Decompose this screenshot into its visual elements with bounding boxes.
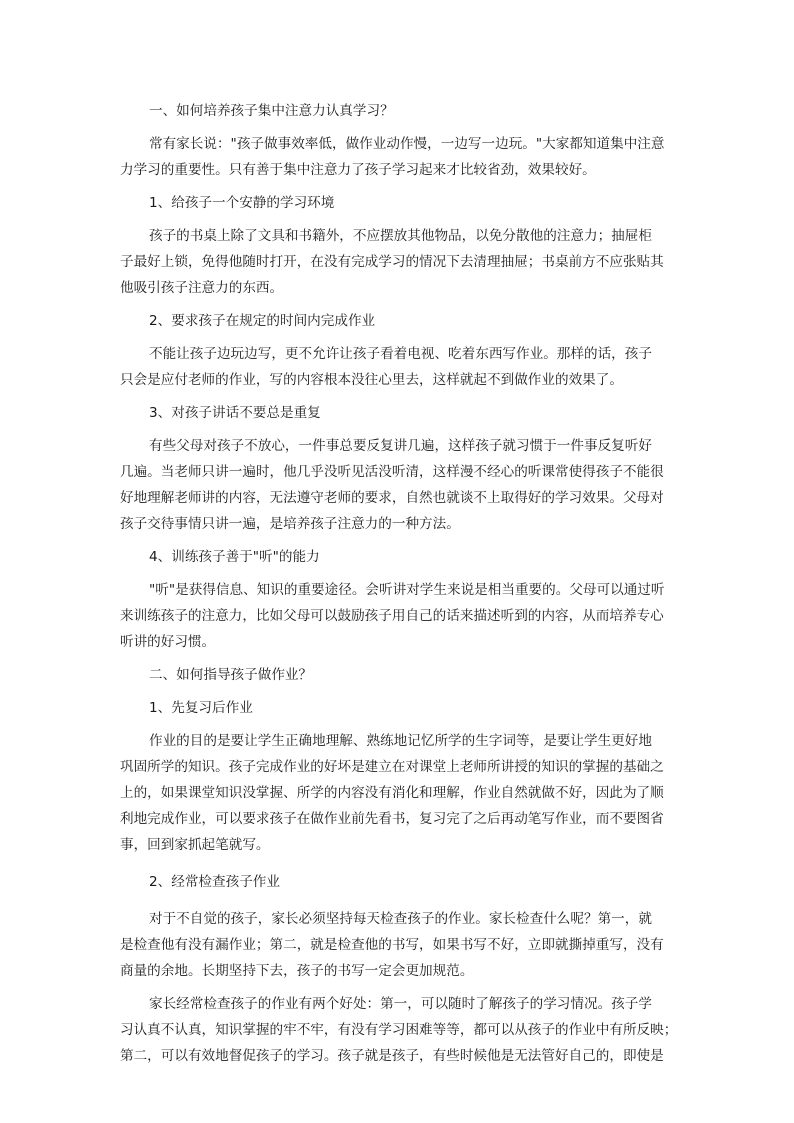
paragraph-line: 商量的余地。长期坚持下去，孩子的书写一定会更加规范。 [120, 963, 474, 979]
section-heading: 一、如何培养孩子集中注意力认真学习？ [149, 103, 394, 119]
paragraph-line: 对于不自觉的孩子，家长必须坚持每天检查孩子的作业。家长检查什么呢？第一，就 [149, 911, 652, 927]
paragraph-line: 他吸引孩子注意力的东西。 [120, 280, 284, 296]
paragraph-line: 不能让孩子边玩边写，更不允许让孩子看着电视、吃着东西写作业。那样的话，孩子 [149, 346, 652, 362]
subheading: 1、给孩子一个安静的学习环境 [149, 195, 335, 211]
paragraph-line: 利地完成作业，可以要求孩子在做作业前先看书，复习完了之后再动笔写作业，而不要图省 [120, 811, 664, 827]
subheading: 4、训练孩子善于"听"的能力 [149, 549, 320, 565]
paragraph-line: 作业的目的是要让学生正确地理解、熟练地记忆所学的生字词等，是要让学生更好地 [149, 733, 652, 749]
paragraph-line: 家长经常检查孩子的作业有两个好处：第一，可以随时了解孩子的学习情况。孩子学 [149, 996, 652, 1012]
paragraph-line: 孩子的书桌上除了文具和书籍外，不应摆放其他物品，以免分散他的注意力；抽屉柜 [149, 228, 652, 244]
paragraph-line: 事，回到家抓起笔就写。 [120, 837, 270, 853]
section-heading: 二、如何指导孩子做作业？ [149, 667, 313, 683]
paragraph-line: 只会是应付老师的作业，写的内容根本没往心里去，这样就起不到做作业的效果了。 [120, 372, 623, 388]
paragraph-line: 几遍。当老师只讲一遍时，他几乎没听见活没听清，这样漫不经心的听课常使得孩子不能很 [120, 464, 664, 480]
paragraph-line: "听"是获得信息、知识的重要途径。会听讲对学生来说是相当重要的。父母可以通过听 [149, 582, 665, 598]
paragraph-line: 是检查他有没有漏作业；第二，就是检查他的书写，如果书写不好，立即就撕掉重写，没有 [120, 937, 664, 953]
subheading: 2、要求孩子在规定的时间内完成作业 [149, 313, 376, 329]
paragraph-line: 第二，可以有效地督促孩子的学习。孩子就是孩子，有些时候他是无法管好自己的，即使是 [120, 1048, 664, 1064]
document-body [120, 98, 676, 1069]
paragraph-line: 力学习的重要性。只有善于集中注意力了孩子学习起来才比较省劲，效果较好。 [120, 162, 596, 178]
subheading: 2、经常检查孩子作业 [149, 874, 280, 890]
paragraph-line: 习认真不认真，知识掌握的牢不牢，有没有学习困难等等，都可以从孩子的作业中有所反映； [120, 1022, 678, 1038]
paragraph-line: 来训练孩子的注意力，比如父母可以鼓励孩子用自己的话来描述听到的内容，从而培养专心 [120, 608, 664, 624]
paragraph-line: 孩子交待事情只讲一遍，是培养孩子注意力的一种方法。 [120, 516, 460, 532]
paragraph-line: 子最好上锁，免得他随时打开，在没有完成学习的情况下去清理抽屉；书桌前方不应张贴其 [120, 254, 664, 270]
paragraph-line: 听讲的好习惯。 [120, 634, 216, 650]
paragraph-line: 常有家长说："孩子做事效率低，做作业动作慢，一边写一边玩。"大家都知道集中注意 [149, 136, 665, 152]
paragraph-line: 巩固所学的知识。孩子完成作业的好坏是建立在对课堂上老师所讲授的知识的掌握的基础之 [120, 759, 664, 775]
subheading: 1、先复习后作业 [149, 700, 253, 716]
paragraph-line: 上的，如果课堂知识没掌握、所学的内容没有消化和理解，作业自然就做不好，因此为了顺 [120, 785, 664, 801]
paragraph-line: 好地理解老师讲的内容，无法遵守老师的要求，自然也就谈不上取得好的学习效果。父母对 [120, 490, 664, 506]
subheading: 3、对孩子讲话不要总是重复 [149, 405, 321, 421]
paragraph-line: 有些父母对孩子不放心，一件事总要反复讲几遍，这样孩子就习惯于一件事反复听好 [149, 438, 652, 454]
